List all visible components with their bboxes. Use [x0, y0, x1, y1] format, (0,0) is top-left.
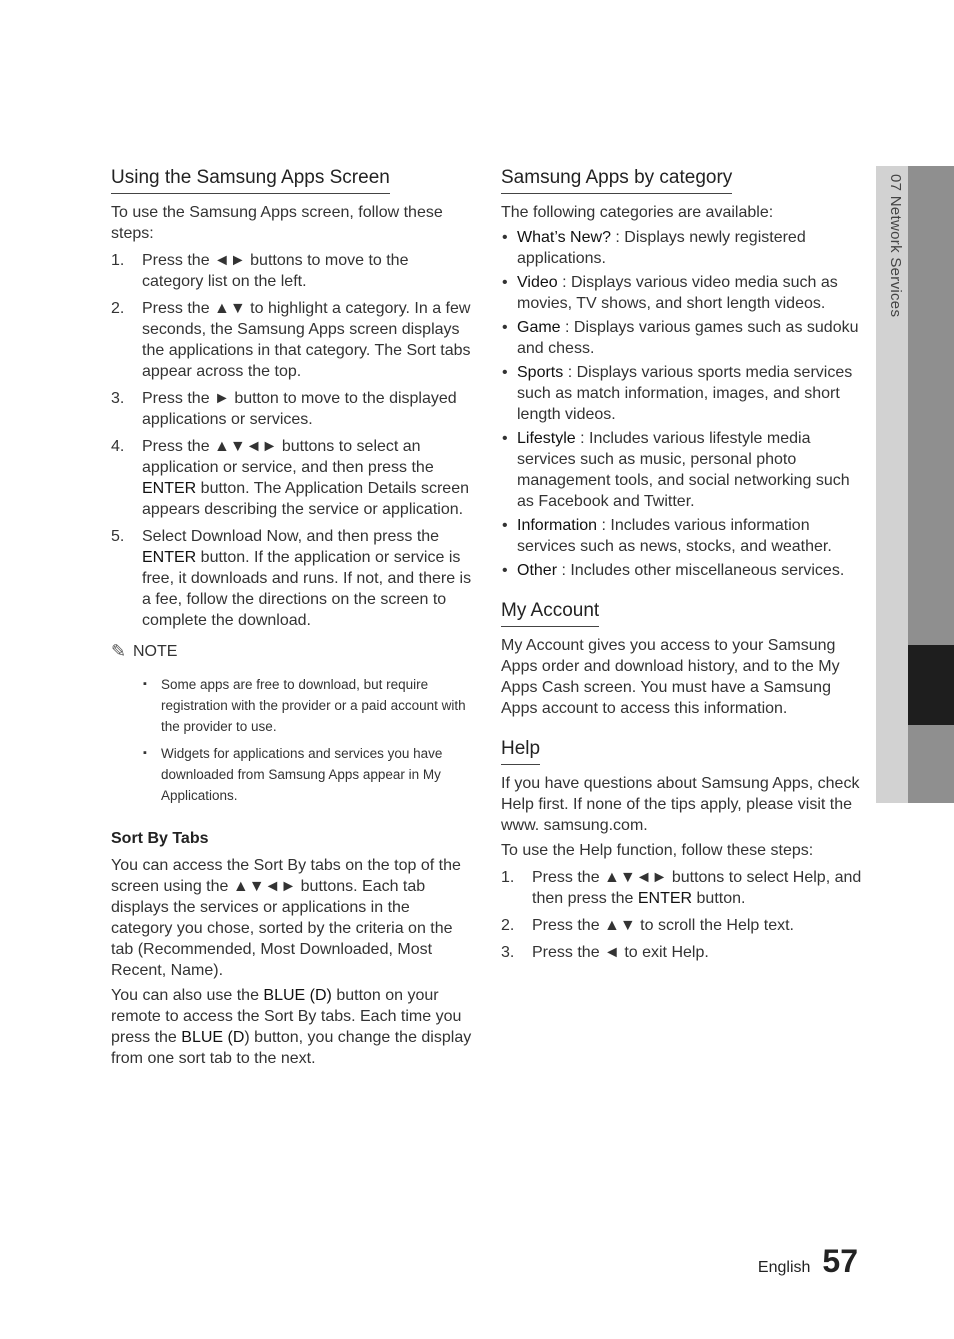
text-run: Press the ► button to move to the displayed applications or services.: [142, 390, 457, 428]
step-number: 1.: [111, 252, 125, 269]
step-item: [111, 250, 473, 292]
step-item: [111, 436, 473, 520]
category-item: [501, 317, 863, 359]
text-run: button. If the application or service is free, it downloads and runs. If not, and there is a fee, follow the directions on the screen to complete the download.: [142, 549, 472, 629]
text-run: You can also use the: [111, 987, 264, 1004]
category-description: : Displays various games such as sudoku and chess.: [517, 319, 859, 357]
category-description: : Includes various lifestyle media services such as music, personal photo management tools, and social networking such as Facebook and Twitter.: [517, 430, 850, 510]
help-steps: [501, 867, 863, 963]
note-list: [111, 674, 473, 806]
category-name: Information: [517, 517, 598, 534]
button-name: BLUE (D: [181, 1029, 245, 1046]
text-run: button.: [692, 890, 746, 907]
category-section: [501, 166, 863, 581]
category-list: [501, 227, 863, 581]
text-run: ) button, you change the display from one sort tab to the next.: [111, 1029, 472, 1067]
category-name: Sports: [517, 364, 564, 381]
step-number: 2.: [111, 300, 125, 317]
step-number: 5.: [111, 528, 125, 545]
sort-by-tabs-title: Sort By Tabs: [111, 830, 209, 847]
text-run: Press the ▲▼ to highlight a category. In a few seconds, the Samsung Apps screen displays the applications in that category. The Sort tabs appear across the top.: [142, 300, 471, 380]
step-number: 3.: [111, 390, 125, 407]
category-item: [501, 272, 863, 314]
step-number: 4.: [111, 438, 125, 455]
section-title-my-account: My Account: [501, 599, 599, 627]
text-run: Press the ▲▼◄► buttons to select Help, and then press the: [532, 869, 862, 907]
button-name: ENTER: [142, 549, 197, 566]
category-intro: The following categories are available:: [501, 204, 774, 221]
help-section: [501, 737, 863, 963]
pencil-icon: ✎: [111, 641, 127, 661]
using-apps-intro: To use the Samsung Apps screen, follow these steps:: [111, 204, 443, 242]
text-run: Press the ▲▼◄► buttons to select an application or service, and then press the: [142, 438, 434, 476]
category-description: : Includes other miscellaneous services.: [557, 562, 845, 579]
note-header: [111, 641, 473, 662]
step-number: 2.: [501, 917, 515, 934]
category-description: : Displays various sports media services such as match information, images, and short length videos.: [517, 364, 853, 423]
page-number: 57: [822, 1243, 858, 1279]
step-item: [501, 942, 863, 963]
category-name: What’s New?: [517, 229, 611, 246]
sort-by-tabs-paragraph: You can access the Sort By tabs on the top of the screen using the ▲▼◄► buttons. Each tab displays the services or applications in the category you chose, sorted by the criteria on the tab (Recommended, Most Downloaded, Most Recent, Name).: [111, 857, 461, 979]
my-account-text: My Account gives you access to your Samsung Apps order and download history, and to the My Apps Cash screen. You must have a Samsung Apps account to access this information.: [501, 637, 840, 717]
category-item: [501, 428, 863, 512]
help-steps-intro: To use the Help function, follow these steps:: [501, 842, 814, 859]
help-paragraph: If you have questions about Samsung Apps, check Help first. If none of the tips apply, please visit the www. samsung.com.: [501, 775, 860, 834]
chapter-label: 07 Network Services: [887, 174, 904, 318]
category-description: : Displays various video media such as movies, TV shows, and short length videos.: [517, 274, 838, 312]
category-name: Other: [517, 562, 558, 579]
note-item: ▪ Widgets for applications and services you have downloaded from Samsung Apps appear in My Applications.: [161, 743, 473, 806]
text-run: Press the ◄► buttons to move to the category list on the left.: [142, 252, 409, 290]
step-item: [111, 388, 473, 430]
button-name: BLUE (D): [263, 987, 332, 1004]
section-title-help: Help: [501, 737, 540, 765]
step-number: 3.: [501, 944, 515, 961]
text-run: button. The Application Details screen appears describing the service or application.: [142, 480, 469, 518]
side-tab-marker: [908, 645, 954, 725]
text-run: Press the ◄ to exit Help.: [532, 944, 709, 961]
step-item: [111, 298, 473, 382]
footer-language: English: [757, 1259, 811, 1276]
category-description: : Displays newly registered applications.: [517, 229, 806, 267]
note-label: NOTE: [133, 643, 178, 660]
button-name: ENTER: [637, 890, 693, 907]
category-name: Video: [517, 274, 558, 291]
page-footer: [757, 1243, 858, 1279]
category-item: [501, 362, 863, 425]
category-item: [501, 560, 863, 581]
my-account-section: [501, 599, 863, 719]
button-name: ENTER: [142, 480, 197, 497]
step-number: 1.: [501, 869, 515, 886]
text-run: Select Download Now, and then press the: [142, 528, 440, 545]
category-item: [501, 515, 863, 557]
using-apps-steps: [111, 250, 473, 631]
left-column: [111, 166, 473, 1087]
section-title-categories: Samsung Apps by category: [501, 166, 732, 194]
section-title-using-apps: Using the Samsung Apps Screen: [111, 166, 390, 194]
category-item: [501, 227, 863, 269]
note-item: ▪ Some apps are free to download, but require registration with the provider or a paid account with the provider to use.: [161, 674, 473, 737]
step-item: [111, 526, 473, 631]
using-apps-section: [111, 166, 473, 1069]
step-item: [501, 915, 863, 936]
category-description: : Includes various information services such as news, stocks, and weather.: [517, 517, 832, 555]
right-column: [501, 166, 863, 981]
step-item: [501, 867, 863, 909]
text-run: Press the ▲▼ to scroll the Help text.: [532, 917, 794, 934]
text-run: button on your remote to access the Sort By tabs. Each time you press the: [111, 987, 462, 1046]
category-name: Game: [517, 319, 561, 336]
category-name: Lifestyle: [517, 430, 576, 447]
sort-by-tabs-blue-paragraph: [111, 985, 473, 1069]
